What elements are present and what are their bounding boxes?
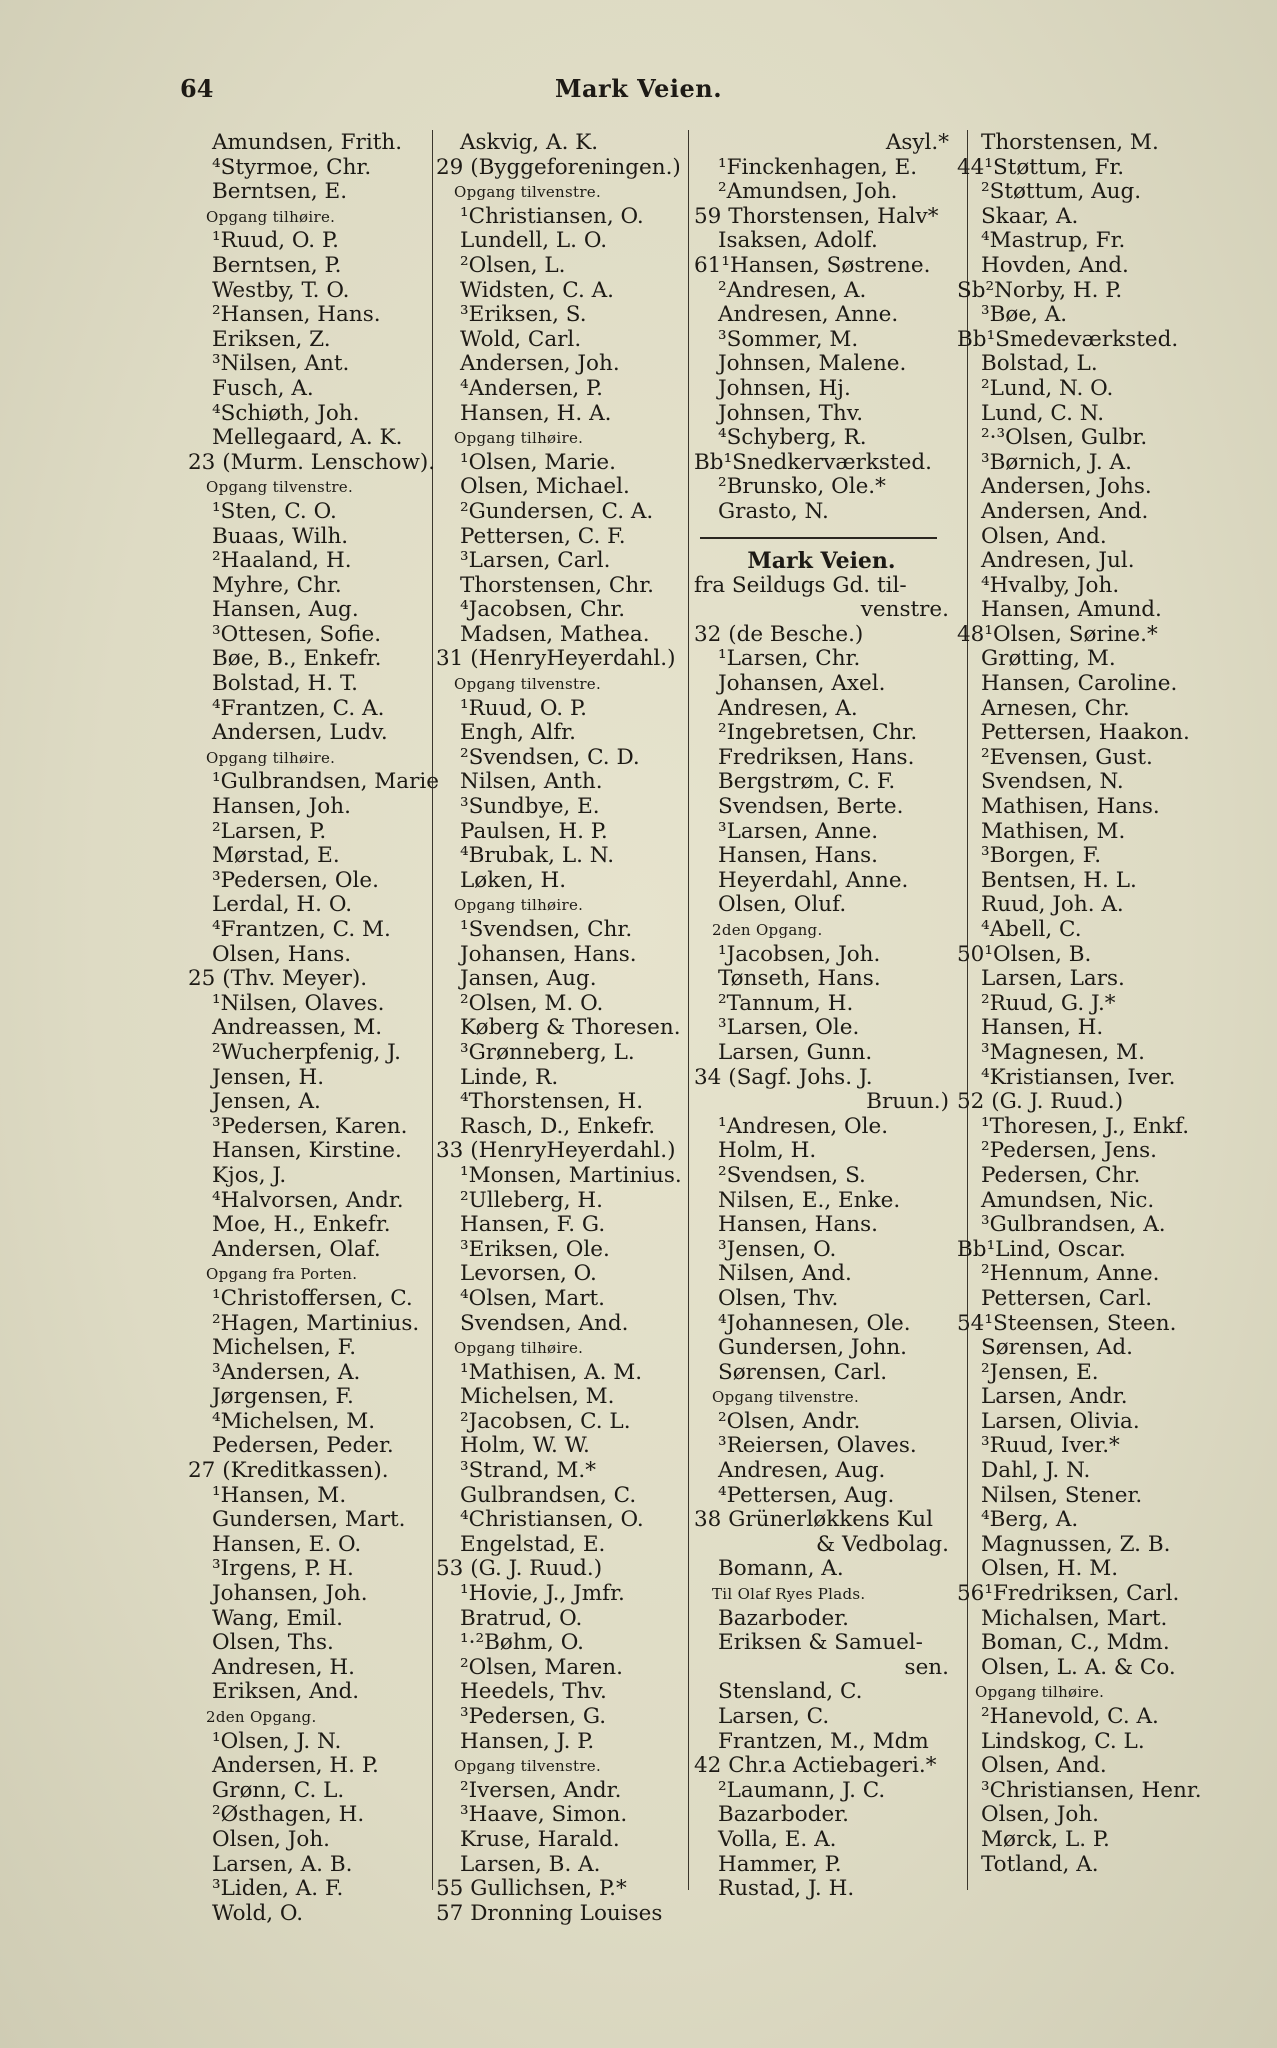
- resident-entry: Frantzen, M., Mdm: [718, 1728, 929, 1754]
- resident-entry: ⁴Berg, A.: [981, 1507, 1079, 1533]
- resident-entry: Mellegaard, A. K.: [212, 425, 403, 451]
- resident-entry: Olsen, Ths.: [212, 1630, 334, 1656]
- resident-entry: ³Sundbye, E.: [460, 794, 600, 820]
- resident-entry: ¹Christoffersen, C.: [212, 1285, 413, 1311]
- resident-entry: Larsen, Andr.: [981, 1384, 1128, 1410]
- resident-entry: ¹Sten, C. O.: [212, 498, 337, 524]
- resident-entry: ³Pedersen, Ole.: [212, 867, 379, 893]
- resident-entry: Sørensen, Carl.: [718, 1359, 888, 1385]
- building-number-entry: 31 (HenryHeyerdahl.): [436, 646, 676, 672]
- entrance-note: Opgang fra Porten.: [206, 1265, 358, 1284]
- building-number-entry: Bb¹Smedeværksted.: [957, 326, 1179, 352]
- resident-entry: Wang, Emil.: [212, 1605, 343, 1631]
- resident-entry: Amundsen, Frith.: [212, 130, 403, 155]
- resident-entry: ¹Svendsen, Chr.: [460, 917, 633, 942]
- resident-entry: Andreassen, M.: [212, 1015, 383, 1041]
- resident-entry: Michalsen, Mart.: [981, 1605, 1168, 1631]
- resident-entry: Bergstrøm, C. F.: [718, 769, 896, 795]
- resident-entry: Volla, E. A.: [718, 1826, 837, 1852]
- resident-entry: Hansen, H.: [981, 1015, 1104, 1041]
- resident-entry: Køberg & Thoresen.: [460, 1015, 681, 1041]
- resident-entry: Michelsen, F.: [212, 1335, 357, 1361]
- entrance-note: Opgang tilvenstre.: [454, 1757, 602, 1776]
- building-number-entry: 48¹Olsen, Sørine.*: [957, 621, 1158, 647]
- resident-entry: Thorstensen, M.: [981, 130, 1159, 155]
- resident-entry: Jensen, H.: [212, 1064, 325, 1090]
- resident-entry: ²Olsen, L.: [460, 252, 566, 278]
- resident-entry: Wold, Carl.: [460, 326, 582, 352]
- resident-entry: Nilsen, Stener.: [981, 1482, 1143, 1508]
- resident-entry: ⁴Mastrup, Fr.: [981, 228, 1126, 254]
- resident-entry: ³Pedersen, Karen.: [212, 1113, 408, 1139]
- resident-entry: Larsen, Gunn.: [718, 1039, 873, 1065]
- resident-entry: Olsen, Joh.: [981, 1802, 1100, 1828]
- resident-entry: Grønn, C. L.: [212, 1777, 345, 1803]
- resident-entry: Andresen, H.: [212, 1654, 355, 1680]
- resident-entry: ⁴Abell, C.: [981, 917, 1082, 942]
- resident-entry: ²·³Olsen, Gulbr.: [981, 425, 1148, 451]
- resident-entry: Larsen, B. A.: [460, 1851, 601, 1877]
- resident-entry: ²Hanevold, C. A.: [981, 1704, 1159, 1729]
- entrance-note: Opgang tilhøire.: [206, 207, 336, 226]
- resident-entry: ³Børnich, J. A.: [981, 449, 1132, 475]
- resident-entry: ⁴Frantzen, C. A.: [212, 695, 385, 721]
- column-1: [188, 130, 439, 1926]
- resident-entry: Olsen, Joh.: [212, 1826, 331, 1852]
- resident-entry: ⁴Kristiansen, Iver.: [981, 1064, 1176, 1090]
- resident-entry: ¹Mathisen, A. M.: [460, 1359, 643, 1385]
- resident-entry: Linde, R.: [460, 1064, 559, 1090]
- resident-entry: Olsen, Michael.: [460, 474, 630, 500]
- resident-entry: Mørck, L. P.: [981, 1826, 1110, 1852]
- resident-entry: Buaas, Wilh.: [212, 523, 349, 549]
- section-rule: [694, 525, 949, 550]
- resident-entry: Andersen, H. P.: [212, 1753, 379, 1779]
- resident-entry: ³Irgens, P. H.: [212, 1556, 354, 1582]
- resident-entry: Pettersen, Carl.: [981, 1285, 1153, 1311]
- resident-entry: Hansen, E. O.: [212, 1531, 362, 1557]
- entrance-note: Opgang tilhøire.: [206, 748, 336, 767]
- resident-entry: ²Østhagen, H.: [212, 1802, 365, 1828]
- resident-entry: Andresen, Anne.: [718, 302, 899, 328]
- resident-entry: ¹·²Bøhm, O.: [460, 1630, 584, 1656]
- resident-entry: ³Eriksen, Ole.: [460, 1236, 610, 1262]
- resident-entry: Bentsen, H. L.: [981, 867, 1137, 893]
- resident-entry: ¹Ruud, O. P.: [460, 695, 587, 721]
- resident-entry: Johansen, Axel.: [718, 671, 886, 697]
- resident-entry: ²Hennum, Anne.: [981, 1261, 1160, 1287]
- entrance-note: Opgang tilhøire.: [975, 1683, 1105, 1702]
- resident-entry: Olsen, L. A. & Co.: [981, 1654, 1176, 1680]
- resident-entry: Mathisen, Hans.: [981, 794, 1160, 820]
- resident-entry: ⁴Michelsen, M.: [212, 1408, 376, 1434]
- resident-entry: Kruse, Harald.: [460, 1826, 620, 1852]
- resident-entry: ¹Hansen, M.: [212, 1482, 347, 1508]
- resident-entry: Stensland, C.: [718, 1679, 863, 1705]
- resident-entry: Grasto, N.: [718, 498, 829, 524]
- resident-entry: Skaar, A.: [981, 203, 1079, 229]
- resident-entry: Widsten, C. A.: [460, 277, 614, 303]
- resident-entry: ²Olsen, Maren.: [460, 1654, 623, 1680]
- resident-entry: Olsen, Oluf.: [718, 892, 847, 918]
- resident-entry: Svendsen, And.: [460, 1310, 629, 1336]
- resident-entry: ¹Olsen, Marie.: [460, 449, 616, 475]
- resident-entry: ³Larsen, Anne.: [718, 818, 879, 844]
- resident-entry: ⁴Jacobsen, Chr.: [460, 597, 626, 623]
- resident-entry: ⁴Hvalby, Joh.: [981, 572, 1120, 598]
- resident-entry: Rustad, J. H.: [718, 1876, 855, 1902]
- resident-entry: Mørstad, E.: [212, 843, 340, 869]
- resident-entry: Wold, O.: [212, 1900, 304, 1926]
- resident-entry: Andersen, Johs.: [981, 474, 1152, 500]
- resident-entry: ¹Finckenhagen, E.: [718, 154, 918, 180]
- entrance-note: Opgang tilvenstre.: [712, 1388, 860, 1407]
- resident-entry: Larsen, C.: [718, 1704, 830, 1729]
- resident-entry: ²Tannum, H.: [718, 990, 854, 1016]
- resident-entry: Olsen, Thv.: [718, 1285, 839, 1311]
- building-number-entry: 59 Thorstensen, Halv*: [694, 203, 939, 229]
- resident-entry: Løken, H.: [460, 867, 567, 893]
- resident-entry: Eriksen & Samuel-: [718, 1630, 923, 1656]
- entrance-note: Til Olaf Ryes Plads.: [712, 1585, 866, 1604]
- resident-entry: ²Hagen, Martinius.: [212, 1310, 420, 1336]
- resident-entry: Myhre, Chr.: [212, 572, 342, 598]
- building-number-entry: 50¹Olsen, B.: [957, 941, 1092, 967]
- page-number: 64: [180, 74, 214, 103]
- resident-entry: Askvig, A. K.: [460, 130, 599, 155]
- resident-entry: Svendsen, Berte.: [718, 794, 904, 820]
- resident-entry: ⁴Halvorsen, Andr.: [212, 1187, 404, 1213]
- resident-entry: Isaksen, Adolf.: [718, 228, 878, 254]
- resident-entry: ¹Gulbrandsen, Marie: [212, 769, 439, 795]
- resident-entry: Andresen, Jul.: [981, 548, 1135, 574]
- resident-entry: ⁴Andersen, P.: [460, 375, 603, 401]
- resident-entry: ³Ruud, Iver.*: [981, 1433, 1120, 1459]
- resident-entry: Olsen, Hans.: [212, 941, 352, 967]
- entrance-note: Opgang tilvenstre.: [454, 183, 602, 202]
- resident-entry: ⁴Schiøth, Joh.: [212, 400, 360, 426]
- resident-entry: Holm, W. W.: [460, 1433, 590, 1459]
- resident-entry: Paulsen, H. P.: [460, 818, 608, 844]
- entrance-note: Opgang tilvenstre.: [454, 675, 602, 694]
- resident-entry: ⁴Frantzen, C. M.: [212, 917, 391, 942]
- resident-entry: ³Grønneberg, L.: [460, 1039, 635, 1065]
- building-number-entry: 25 (Thv. Meyer).: [188, 966, 368, 992]
- resident-entry: ²Haaland, H.: [212, 548, 352, 574]
- building-number-entry: 33 (HenryHeyerdahl.): [436, 1138, 676, 1164]
- resident-entry: Andersen, And.: [981, 498, 1149, 524]
- resident-entry: Hansen, F. G.: [460, 1212, 606, 1238]
- resident-entry: Moe, H., Enkefr.: [212, 1212, 391, 1238]
- building-number-entry: 57 Dronning Louises: [436, 1900, 663, 1926]
- resident-entry: Kjos, J.: [212, 1162, 287, 1188]
- resident-entry: ²Gundersen, C. A.: [460, 498, 654, 524]
- resident-entry: Sørensen, Ad.: [981, 1335, 1133, 1361]
- resident-entry: Eriksen, And.: [212, 1679, 360, 1705]
- building-number-entry: 55 Gullichsen, P.*: [436, 1876, 627, 1902]
- resident-entry: ¹Christiansen, O.: [460, 203, 644, 229]
- resident-entry: ³Larsen, Carl.: [460, 548, 611, 574]
- resident-entry: Hansen, Kirstine.: [212, 1138, 402, 1164]
- resident-entry: Lerdal, H. O.: [212, 892, 353, 918]
- resident-entry: Arnesen, Chr.: [981, 695, 1130, 721]
- resident-entry: ²Svendsen, S.: [718, 1162, 866, 1188]
- resident-entry: Engh, Alfr.: [460, 720, 576, 746]
- building-number-entry: 44¹Støttum, Fr.: [957, 154, 1125, 180]
- resident-entry: ²Støttum, Aug.: [981, 179, 1142, 205]
- entrance-note: 2den Opgang.: [206, 1708, 317, 1726]
- resident-entry: ³Eriksen, S.: [460, 302, 587, 328]
- resident-entry: ⁴Pettersen, Aug.: [718, 1482, 895, 1508]
- resident-entry: ¹Thoresen, J., Enkf.: [981, 1113, 1190, 1139]
- resident-entry: ³Sommer, M.: [718, 326, 859, 352]
- resident-entry: Gundersen, Mart.: [212, 1507, 406, 1533]
- resident-entry: ¹Nilsen, Olaves.: [212, 990, 385, 1016]
- resident-entry: ²Olsen, M. O.: [460, 990, 604, 1016]
- resident-entry: ²Jensen, E.: [981, 1359, 1099, 1385]
- resident-entry: Pettersen, Haakon.: [981, 720, 1190, 746]
- resident-entry: Eriksen, Z.: [212, 326, 331, 352]
- resident-entry: Jansen, Aug.: [460, 966, 597, 992]
- resident-entry: ²Ingebretsen, Chr.: [718, 720, 918, 746]
- resident-entry: Bazarboder.: [718, 1802, 849, 1828]
- resident-entry: Gulbrandsen, C.: [460, 1482, 637, 1508]
- resident-entry: ³Pedersen, G.: [460, 1704, 607, 1729]
- resident-entry: ³Larsen, Ole.: [718, 1015, 860, 1041]
- column-divider: [688, 130, 689, 1890]
- resident-entry: Levorsen, O.: [460, 1261, 597, 1287]
- resident-entry: Asyl.*: [885, 130, 949, 155]
- resident-entry: Nilsen, And.: [718, 1261, 852, 1287]
- resident-entry: Totland, A.: [981, 1851, 1099, 1877]
- resident-entry: ²Iversen, Andr.: [460, 1777, 622, 1803]
- column-3: [694, 131, 949, 1902]
- resident-entry: ²Andresen, A.: [718, 277, 867, 303]
- resident-entry: Hansen, Joh.: [212, 794, 351, 820]
- resident-entry: ³Haave, Simon.: [460, 1802, 628, 1828]
- resident-entry: Olsen, And.: [981, 523, 1107, 549]
- building-number-entry: Sb²Norby, H. P.: [957, 277, 1123, 303]
- resident-entry: ²Ulleberg, H.: [460, 1187, 603, 1213]
- resident-entry: Mathisen, M.: [981, 818, 1126, 844]
- resident-entry: Fredriksen, Hans.: [718, 744, 915, 770]
- resident-entry: Westby, T. O.: [212, 277, 350, 303]
- resident-entry: ³Nilsen, Ant.: [212, 351, 350, 377]
- resident-entry: Hammer, P.: [718, 1851, 842, 1877]
- resident-entry: ³Magnesen, M.: [981, 1039, 1145, 1065]
- resident-entry: Johnsen, Hj.: [718, 375, 851, 401]
- page-title: Mark Veien.: [554, 74, 723, 103]
- building-number-entry: 61¹Hansen, Søstrene.: [694, 252, 931, 278]
- resident-entry: Hansen, Caroline.: [981, 671, 1178, 697]
- building-number-entry: 53 (G. J. Ruud.): [436, 1556, 603, 1582]
- resident-entry: Johansen, Joh.: [212, 1581, 368, 1607]
- resident-entry: ¹Monsen, Martinius.: [460, 1162, 682, 1188]
- building-number-entry: 32 (de Besche.): [694, 621, 864, 647]
- resident-entry: ¹Ruud, O. P.: [212, 228, 339, 254]
- resident-entry: Johansen, Hans.: [460, 941, 637, 967]
- resident-entry: Nilsen, E., Enke.: [718, 1187, 901, 1213]
- resident-entry: Hansen, Hans.: [718, 1212, 878, 1238]
- resident-entry: ²Jacobsen, C. L.: [460, 1408, 631, 1434]
- resident-entry: ²Larsen, P.: [212, 818, 327, 844]
- resident-entry: Larsen, A. B.: [212, 1851, 353, 1877]
- resident-entry: Engelstad, E.: [460, 1531, 606, 1557]
- resident-entry: Bøe, B., Enkefr.: [212, 646, 382, 672]
- resident-entry: ¹Hovie, J., Jmfr.: [460, 1581, 625, 1607]
- entrance-note: Opgang tilhøire.: [454, 896, 584, 915]
- resident-entry: Madsen, Mathea.: [460, 621, 650, 647]
- resident-entry: Lindskog, C. L.: [981, 1728, 1145, 1754]
- resident-entry: Dahl, J. N.: [981, 1458, 1091, 1484]
- resident-entry: Lundell, L. O.: [460, 228, 608, 254]
- building-number-entry: 38 Grünerløkkens Kul: [694, 1507, 933, 1533]
- resident-entry: Amundsen, Nic.: [981, 1187, 1155, 1213]
- resident-entry: Andersen, Olaf.: [212, 1236, 381, 1262]
- resident-entry: ⁴Johannesen, Ole.: [718, 1310, 911, 1336]
- entrance-note: Opgang tilhøire.: [454, 429, 584, 448]
- street-heading: Mark Veien.: [747, 548, 896, 575]
- resident-entry: ³Reiersen, Olaves.: [718, 1433, 917, 1459]
- resident-entry: ²Hansen, Hans.: [212, 302, 381, 328]
- resident-entry: Olsen, H. M.: [981, 1556, 1119, 1582]
- entrance-note: 2den Opgang.: [712, 921, 823, 939]
- resident-entry: Bratrud, O.: [460, 1605, 583, 1631]
- building-number-entry: 23 (Murm. Lenschow).: [188, 449, 436, 475]
- resident-entry: ³Liden, A. F.: [212, 1876, 344, 1902]
- resident-entry: ³Jensen, O.: [718, 1236, 837, 1262]
- resident-entry: ³Ottesen, Sofie.: [212, 621, 382, 647]
- resident-entry: Andersen, Ludv.: [212, 720, 388, 746]
- resident-entry: Jensen, A.: [212, 1089, 321, 1115]
- building-number-entry: Bb¹Lind, Oscar.: [957, 1236, 1126, 1262]
- resident-entry: Bomann, A.: [718, 1556, 844, 1582]
- resident-entry: Bolstad, H. T.: [212, 671, 358, 697]
- resident-entry: Ruud, Joh. A.: [981, 892, 1124, 918]
- resident-entry: ²Svendsen, C. D.: [460, 744, 640, 770]
- resident-entry: fra Seildugs Gd. til-: [694, 572, 907, 598]
- resident-entry: & Vedbolag.: [815, 1531, 949, 1557]
- resident-entry: ⁴Brubak, L. N.: [460, 843, 615, 869]
- resident-entry: sen.: [904, 1654, 949, 1680]
- resident-entry: ¹Andresen, Ole.: [718, 1113, 889, 1139]
- entrance-note: Opgang tilhøire.: [454, 1339, 584, 1358]
- resident-entry: Bazarboder.: [718, 1605, 849, 1631]
- resident-entry: Lund, C. N.: [981, 400, 1105, 426]
- resident-entry: Boman, C., Mdm.: [981, 1630, 1170, 1656]
- resident-entry: ²Brunsko, Ole.*: [718, 474, 886, 500]
- resident-entry: ³Bøe, A.: [981, 302, 1068, 328]
- resident-entry: ¹Jacobsen, Joh.: [718, 941, 881, 967]
- resident-entry: Larsen, Lars.: [981, 966, 1125, 992]
- resident-entry: Grøtting, M.: [981, 646, 1116, 672]
- resident-entry: ²Pedersen, Jens.: [981, 1138, 1157, 1164]
- resident-entry: Hansen, Aug.: [212, 597, 359, 623]
- building-number-entry: 54¹Steensen, Steen.: [957, 1310, 1177, 1336]
- building-number-entry: 29 (Byggeforeningen.): [436, 154, 681, 180]
- resident-entry: ²Evensen, Gust.: [981, 744, 1153, 770]
- resident-entry: venstre.: [860, 597, 949, 623]
- resident-entry: Pedersen, Peder.: [212, 1433, 394, 1459]
- resident-entry: ⁴Schyberg, R.: [718, 425, 867, 451]
- resident-entry: ³Strand, M.*: [460, 1458, 596, 1484]
- resident-entry: ³Gulbrandsen, A.: [981, 1212, 1166, 1238]
- resident-entry: Magnussen, Z. B.: [981, 1531, 1171, 1557]
- resident-entry: Heyerdahl, Anne.: [718, 867, 909, 893]
- resident-entry: Gundersen, John.: [718, 1335, 907, 1361]
- resident-entry: ²Amundsen, Joh.: [718, 179, 898, 205]
- resident-entry: Holm, H.: [718, 1138, 817, 1164]
- column-2: [436, 131, 681, 1926]
- building-number-entry: Bb¹Snedkerværksted.: [694, 449, 932, 475]
- resident-entry: Jørgensen, F.: [212, 1384, 354, 1410]
- resident-entry: ³Christiansen, Henr.: [981, 1777, 1202, 1803]
- resident-entry: Pedersen, Chr.: [981, 1162, 1141, 1188]
- resident-entry: Olsen, And.: [981, 1753, 1107, 1779]
- resident-entry: ⁴Styrmoe, Chr.: [212, 154, 372, 180]
- entrance-note: Opgang tilvenstre.: [206, 478, 354, 497]
- resident-entry: ⁴Thorstensen, H.: [460, 1089, 644, 1115]
- resident-entry: Berntsen, E.: [212, 179, 348, 205]
- resident-entry: ⁴Olsen, Mart.: [460, 1285, 605, 1311]
- resident-entry: Johnsen, Malene.: [718, 351, 907, 377]
- resident-entry: Andersen, Joh.: [460, 351, 620, 377]
- resident-entry: Rasch, D., Enkefr.: [460, 1113, 656, 1139]
- resident-entry: ²Lund, N. O.: [981, 375, 1114, 401]
- resident-entry: Bolstad, L.: [981, 351, 1098, 377]
- resident-entry: Andresen, Aug.: [718, 1458, 886, 1484]
- resident-entry: Bruun.): [866, 1089, 949, 1115]
- resident-entry: ³Andersen, A.: [212, 1359, 361, 1385]
- resident-entry: ²Ruud, G. J.*: [981, 990, 1116, 1016]
- resident-entry: Berntsen, P.: [212, 252, 342, 278]
- resident-entry: Nilsen, Anth.: [460, 769, 603, 795]
- resident-entry: Thorstensen, Chr.: [460, 572, 654, 598]
- resident-entry: Johnsen, Thv.: [718, 400, 864, 426]
- resident-entry: Heedels, Thv.: [460, 1679, 607, 1705]
- resident-entry: Fusch, A.: [212, 375, 314, 401]
- resident-entry: Larsen, Olivia.: [981, 1408, 1140, 1434]
- resident-entry: Hansen, Hans.: [718, 843, 878, 869]
- column-4: [957, 131, 1202, 1877]
- resident-entry: Hovden, And.: [981, 252, 1129, 278]
- building-number-entry: 42 Chr.a Actiebageri.*: [694, 1753, 937, 1779]
- resident-entry: Tønseth, Hans.: [718, 966, 881, 992]
- building-number-entry: 56¹Fredriksen, Carl.: [957, 1581, 1180, 1607]
- resident-entry: Pettersen, C. F.: [460, 523, 626, 549]
- building-number-entry: 34 (Sagf. Johs. J.: [694, 1064, 873, 1090]
- building-number-entry: 52 (G. J. Ruud.): [957, 1089, 1124, 1115]
- resident-entry: ¹Olsen, J. N.: [212, 1728, 342, 1754]
- resident-entry: Svendsen, N.: [981, 769, 1124, 795]
- resident-entry: ⁴Christiansen, O.: [460, 1507, 644, 1533]
- resident-entry: Hansen, J. P.: [460, 1728, 595, 1754]
- resident-entry: Michelsen, M.: [460, 1384, 615, 1410]
- building-number-entry: 27 (Kreditkassen).: [188, 1458, 389, 1484]
- resident-entry: ²Olsen, Andr.: [718, 1408, 861, 1434]
- resident-entry: ²Laumann, J. C.: [718, 1777, 886, 1803]
- resident-entry: ³Borgen, F.: [981, 843, 1102, 869]
- resident-entry: Andresen, A.: [718, 695, 858, 721]
- resident-entry: ¹Larsen, Chr.: [718, 646, 861, 672]
- resident-entry: Hansen, H. A.: [460, 400, 612, 426]
- resident-entry: Hansen, Amund.: [981, 597, 1162, 623]
- resident-entry: ²Wucherpfenig, J.: [212, 1039, 401, 1065]
